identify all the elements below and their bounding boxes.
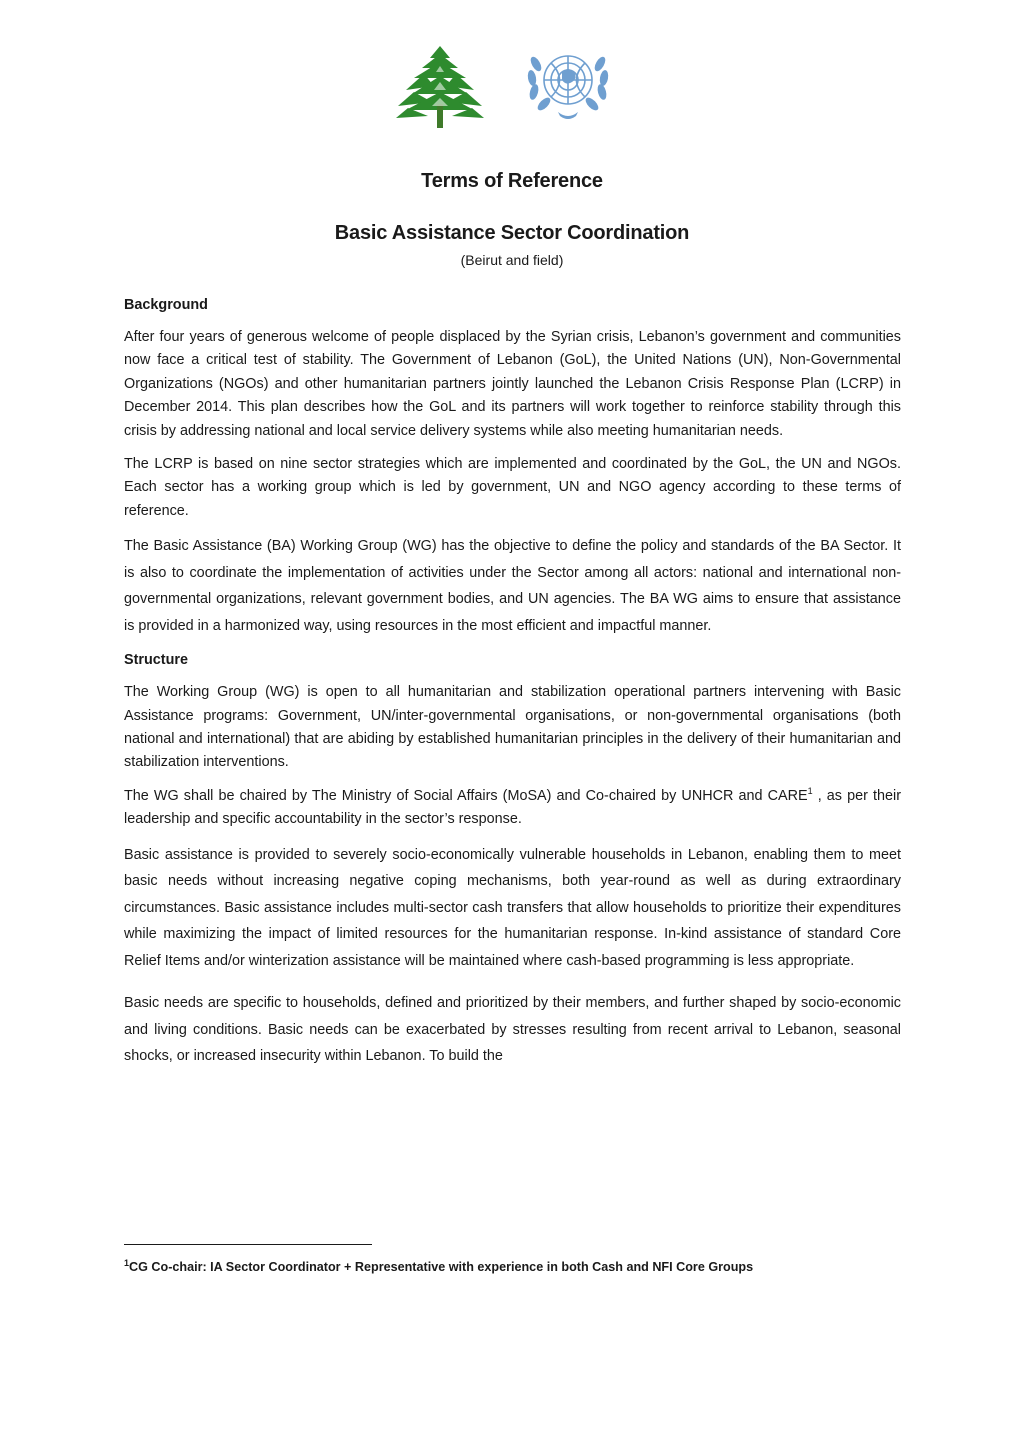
footnote	[124, 1258, 753, 1276]
footnote-number: 1	[124, 1257, 130, 1268]
paragraph-text: , as per their leadership and specific accountability in the sector’s response.	[124, 787, 901, 828]
paragraph: The Basic Assistance (BA) Working Group (WG) has the objective to define the policy and standards of the BA Sector. It is also to coordinate the implementation of activities under the Sector among all actors: national and international non-governmental organizations, relevant government bodies, and UN agencies. The BA WG aims to ensure that assistance is provided in a harmonized way, using resources in the most efficient and impactful manner.	[124, 538, 901, 634]
logo-header	[0, 42, 1024, 132]
document-body	[124, 294, 901, 1080]
paragraph: After four years of generous welcome of people displaced by the Syrian crisis, Lebanon’s government and communities now face a critical test of stability. The Government of Lebanon (GoL), the United Nations (UN), Non-Governmental Organizations (NGOs) and other humanitarian partners jointly launched the Lebanon Crisis Response Plan (LCRP) in December 2014. This plan describes how the GoL and its partners will work together to reinforce stability through this crisis by addressing national and local service delivery systems while also meeting humanitarian needs.	[124, 329, 901, 439]
paragraph: Basic needs are specific to households, defined and prioritized by their members, and further shaped by socio-economic and living conditions. Basic needs can be exacerbated by stresses resulting from recent arrival to Lebanon, seasonal shocks, or increased insecurity within Lebanon. To build the	[124, 995, 901, 1065]
section-heading-background: Background	[124, 297, 208, 313]
paragraph: The LCRP is based on nine sector strategies which are implemented and coordinated by the GoL, the UN and NGOs. Each sector has a working group which is led by government, UN and NGO agency according to these terms of reference.	[124, 456, 901, 519]
footnote-text: CG Co-chair: IA Sector Coordinator + Representative with experience in both Cash and NFI Core Groups	[129, 1260, 754, 1274]
document-title: Terms of Reference	[421, 170, 603, 192]
document-subtitle: Basic Assistance Sector Coordination	[334, 222, 690, 244]
paragraph-text: The WG shall be chaired by The Ministry of Social Affairs (MoSA) and Co-chaired by UNHCR and CARE	[124, 787, 808, 804]
footnote-marker[interactable]: 1	[807, 786, 813, 797]
cedar-tree-icon	[394, 44, 486, 130]
paragraph: The Working Group (WG) is open to all humanitarian and stabilization operational partners intervening with Basic Assistance programs: Government, UN/inter-governmental organisations, or non-governmental organisations (both national and international) that are abiding by established humanitarian principles in the delivery of their humanitarian and stabilization interventions.	[124, 684, 901, 771]
un-emblem-icon	[520, 42, 616, 122]
footnote-divider	[124, 1244, 372, 1245]
paragraph-with-footnote	[124, 785, 901, 832]
section-heading-structure: Structure	[124, 652, 188, 669]
paragraph: Basic assistance is provided to severely socio-economically vulnerable households in Lebanon, enabling them to meet basic needs without increasing negative coping mechanisms, both year-round as well as during extraordinary circumstances. Basic assistance includes multi-sector cash transfers that allow households to prioritize their expenditures while maximizing the impact of limited resources for the humanitarian response. In-kind assistance of standard Core Relief Items and/or winterization assistance will be maintained where cash-based programming is less appropriate.	[124, 846, 901, 969]
document-location: (Beirut and field)	[460, 252, 564, 268]
